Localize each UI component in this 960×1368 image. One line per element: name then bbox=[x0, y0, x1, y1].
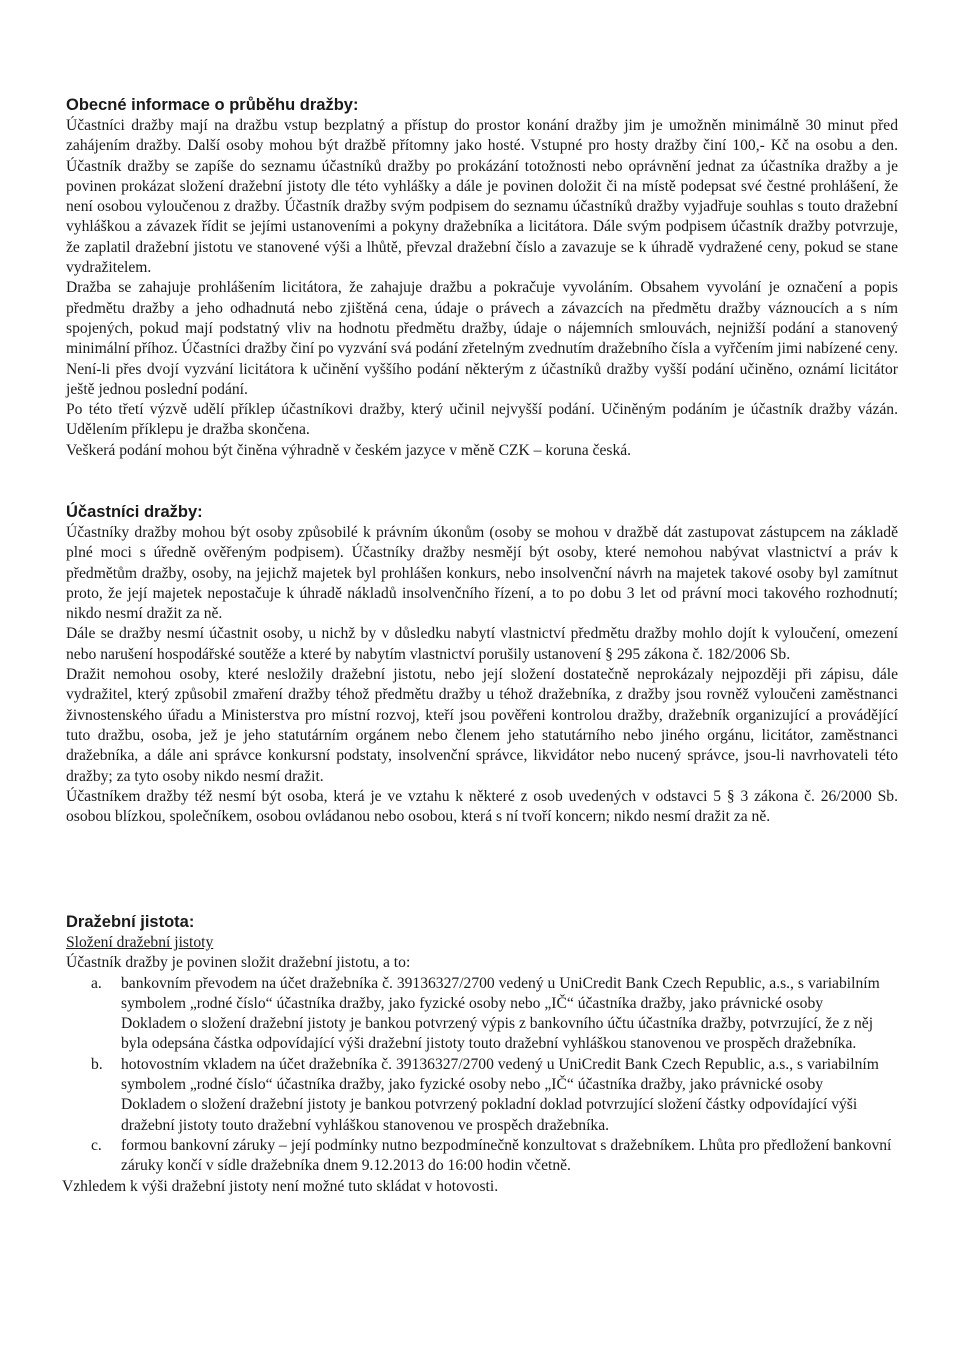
section-participants bbox=[66, 502, 898, 827]
paragraph: Účastníky dražby mohou být osoby způsobilé k právním úkonům (osoby se mohou v dražbě dát zastupovat zástupcem na základě plné moci s úředně ověřeným podpisem). Účastníky dražby nesmějí být osoby, které nemohou nabývat vlastnictví a práv k předmětům dražby, osoby, na jejichž majetek byl prohlášen konkurs, nebo insolvenční návrh na majetek takové osoby byl zamítnut proto, že její majetek nepostačuje k úhradě nákladů insolvenčního řízení, a to po dobu 3 let od právní moci takového rozhodnutí; nikdo nesmí dražit za ně. bbox=[66, 524, 898, 623]
paragraph: Dražba se zahajuje prohlášením licitátora, že zahajuje dražbu a pokračuje vyvoláním. Obsahem vyvolání je označení a popis předmětu dražby a jeho odhadnutá nebo zjištěná cena, údaje o právech a závazcích na předmětu dražby váznoucích a s ním spojených, pokud mají podstatný vliv na hodnotu předmětu dražby, údaje o nájemních smlouvách, nejnižší podání a stanovený minimální příhoz. Účastníci dražby činí po vyzvání svá podání zřetelným zvednutím dražebního čísla a vyřčením jimi nabízené ceny. Není-li přes dvojí vyzvání licitátora k učinění vyššího podání některým z účastníků dražby vyšší podání učiněno, oznámí licitátor ještě jednou poslední podání. bbox=[66, 279, 898, 398]
section-heading: Obecné informace o průběhu dražby: bbox=[66, 96, 359, 114]
list-item bbox=[66, 1136, 898, 1177]
section-heading: Dražební jistota: bbox=[66, 913, 195, 931]
list-item-text: Dokladem o složení dražební jistoty je bankou potvrzený výpis z bankovního účtu účastníka dražby, potvrzující, že z něj byla odepsána částka odpovídající výši dražební jistoty touto dražební vyhláškou stanovenou ve prospěch dražebníka. bbox=[121, 1015, 874, 1053]
section-general-info bbox=[66, 95, 898, 461]
paragraph: Účastníkem dražby též nesmí být osoba, která je ve vztahu k některé z osob uvedených v odstavci 5 § 3 zákona č. 26/2000 Sb. osobou blízkou, společníkem, osobou ovládanou nebo osobou, která s ní tvoří koncern; nikdo nesmí dražit za ně. bbox=[66, 787, 898, 826]
paragraph: Veškerá podání mohou být činěna výhradně v českém jazyce v měně CZK – koruna česká. bbox=[66, 441, 632, 459]
section-heading: Účastníci dražby: bbox=[66, 503, 203, 521]
paragraph: Účastníci dražby mají na dražbu vstup bezplatný a přístup do prostor konání dražby jim je umožněn minimálně 30 minut před zahájením dražby. Další osoby mohou být dražbě přítomny jako hosté. Vstupné pro hosty dražby činí 100,- Kč na osobu a den. Účastník dražby se zapíše do seznamu účastníků dražby po prokázání totožnosti nebo oprávnění jednat za účastníka dražby a je povinen prokázat složení dražební jistoty dle této vyhlášky a dále je povinen doložit či na místě podepsat své čestné prohlášení, že není osobou vyloučenou z dražby. Účastník dražby svým podpisem do seznamu účastníků dražby vyjadřuje souhlas s touto dražební vyhláškou a závazek řídit se jejími ustanoveními a pokyny dražebníka a licitátora. Dále svým podpisem účastník dražby potvrzuje, že zaplatil dražební jistotu ve stanovené výši a lhůtě, převzal dražební číslo a zavazuje se k úhradě vydražené ceny, pokud se stane vydražitelem. bbox=[66, 117, 898, 277]
paragraph: Po této třetí výzvě udělí příklep účastníkovi dražby, který učinil nejvyšší podání. Učiněným podáním je účastník dražby vázán. Udělením příklepu je dražba skončena. bbox=[66, 401, 898, 439]
list-marker: b. bbox=[91, 1055, 103, 1073]
intro-text: Účastník dražby je povinen složit dražební jistotu, a to: bbox=[66, 954, 411, 972]
list-item-text: Dokladem o složení dražební jistoty je bankou potvrzený pokladní doklad potvrzující složení částky odpovídající výši dražební jistoty touto dražební vyhláškou stanovenou ve prospěch dražebníka. bbox=[121, 1096, 858, 1134]
list-item-text: formou bankovní záruky – její podmínky nutno bezpodmínečně konzultovat s dražebníkem. Lhůta pro předložení bankovní záruky končí v sídle dražebníka dnem 9.12.2013 do 16:00 hodin včetně. bbox=[121, 1136, 892, 1175]
list-item-text: hotovostním vkladem na účet dražebníka č. 39136327/2700 vedený u UniCredit Bank Czech Republic, a.s., s variabilním symbolem „rodné číslo“ účastníka dražby, jako fyzické osoby nebo „IČ“ účastníka dražby, jako právnické osoby bbox=[121, 1055, 879, 1094]
section-auction-deposit bbox=[62, 912, 898, 1197]
list-marker: c. bbox=[91, 1136, 102, 1154]
list-item-text: bankovním převodem na účet dražebníka č. 39136327/2700 vedený u UniCredit Bank Czech Republic, a.s., s variabilním symbolem „rodné číslo“ účastníka dražby, jako fyzické osoby nebo „IČ“ účastníka dražby, jako právnické osoby bbox=[121, 974, 880, 1012]
paragraph: Dále se dražby nesmí účastnit osoby, u nichž by v důsledku nabytí vlastnictví předmětu dražby mohlo dojít k vyloučení, omezení nebo narušení hospodářské soutěže a které by nabytím vlastnictví porušily ustanovení § 295 zákona č. 182/2006 Sb. bbox=[66, 625, 898, 663]
paragraph: Dražit nemohou osoby, které nesložily dražební jistotu, nebo její složení dostatečně neprokázaly nejpozději při zápisu, dále vydražitel, který způsobil zmaření dražby téhož předmětu dražby u téhož dražebníka, z dražby jsou rovněž vyloučeni zaměstnanci živnostenského úřadu a Ministerstva pro místní rozvoj, kteří jsou pověřeni kontrolou dražby, dražebník organizující a provádějící tuto dražbu, osoba, jež je jeho statutárním orgánem nebo členem jeho statutárního nebo jiného orgánu, licitátor, zaměstnanci dražebníka, a dále ani správce konkursní podstaty, insolvenční správce, likvidátor nebo nucený správce, jsou-li navrhovateli této dražby; za tyto osoby nikdo nesmí dražit. bbox=[66, 666, 898, 785]
list-item bbox=[66, 1055, 898, 1136]
list-marker: a. bbox=[91, 974, 102, 992]
list-item bbox=[66, 974, 898, 1055]
closing-text: Vzhledem k výši dražební jistoty není možné tuto skládat v hotovosti. bbox=[62, 1177, 499, 1195]
subheading: Složení dražební jistoty bbox=[66, 934, 214, 951]
